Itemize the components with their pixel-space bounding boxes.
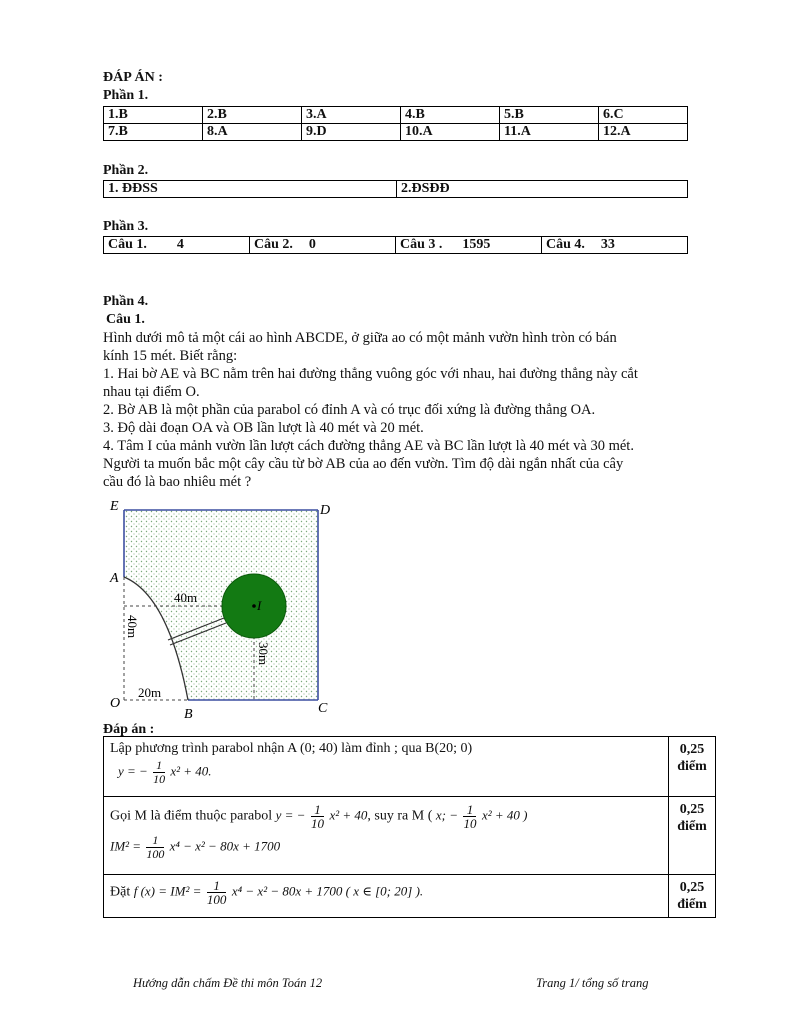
answer-table	[103, 736, 716, 918]
step-text: Lập phương trình parabol nhận A (0; 40) làm đỉnh ; qua B(20; 0)	[110, 741, 473, 756]
fraction	[146, 834, 164, 861]
question-line: 4. Tâm I của mảnh vườn lần lượt cách đường thẳng AE và BC lần lượt là 40 mét và 30 mét.	[103, 438, 634, 454]
cell-label: Câu 4.	[546, 237, 585, 252]
question-line: cầu đó là bao nhiêu mét ?	[103, 474, 252, 490]
part1-table	[103, 106, 688, 141]
cell-label: Câu 2.	[254, 237, 293, 252]
cell-value: 1595	[462, 237, 491, 252]
cell-label: Câu 3 .	[400, 237, 443, 252]
formula-prefix: x; −	[435, 807, 458, 823]
table-cell: 1. ĐĐSS	[104, 181, 397, 198]
fraction-denominator: 10	[153, 772, 166, 786]
table-cell: 10.A	[401, 124, 500, 141]
part3-title: Phần 3.	[103, 219, 149, 234]
formula-prefix: f (x) = IM² =	[133, 883, 202, 899]
label-E: E	[110, 499, 119, 514]
table-cell: 12.A	[599, 124, 688, 141]
part2-table	[103, 180, 688, 198]
points-unit: điểm	[677, 759, 707, 774]
points-cell	[669, 737, 716, 797]
cell-label: Câu 1.	[108, 237, 147, 252]
points-cell	[669, 797, 716, 875]
formula-prefix: y = −	[118, 763, 148, 779]
table-cell: 4.B	[401, 107, 500, 124]
points-value: 0,25	[679, 742, 705, 757]
question-line: Hình dưới mô tả một cái ao hình ABCDE, ở giữa ao có một mảnh vườn hình tròn có bán	[103, 330, 617, 346]
formula-suffix: x² + 40 )	[481, 807, 528, 823]
question-text	[103, 329, 703, 491]
part3-table	[103, 236, 688, 254]
label-D: D	[320, 503, 331, 518]
points-cell	[669, 875, 716, 918]
label-A: A	[110, 571, 119, 586]
table-cell	[104, 237, 250, 254]
table-cell	[542, 237, 688, 254]
table-cell: 11.A	[500, 124, 599, 141]
step-formula	[110, 834, 662, 861]
table-cell: 7.B	[104, 124, 203, 141]
footer-right: Trang 1/ tổng số trang	[536, 976, 649, 990]
points-value: 0,25	[679, 880, 705, 895]
answer-step	[104, 797, 669, 875]
pond-figure	[100, 494, 340, 720]
fraction	[311, 803, 324, 830]
formula-suffix: x⁴ − x² − 80x + 1700	[169, 838, 281, 854]
dim-20m: 20m	[138, 685, 162, 700]
formula-suffix: x⁴ − x² − 80x + 1700 ( x ∈ [0; 20] ).	[231, 883, 424, 899]
table-row	[104, 737, 716, 797]
question-line: Người ta muốn bắc một cây cầu từ bờ AB của ao đến vườn. Tìm độ dài ngắn nhất của cây	[103, 456, 624, 472]
step-formula	[118, 759, 662, 786]
question-line: kính 15 mét. Biết rằng:	[103, 348, 238, 364]
label-C: C	[318, 701, 328, 716]
step-text: Gọi M là điểm thuộc parabol	[110, 808, 273, 824]
table-row	[104, 181, 688, 198]
fraction-numerator: 1	[207, 879, 227, 893]
answer-key-heading: ĐÁP ÁN :	[103, 70, 163, 85]
label-I: I	[257, 598, 262, 613]
formula-prefix: IM² =	[110, 838, 142, 854]
fraction-denominator: 100	[146, 847, 165, 861]
dim-30m: 30m	[256, 642, 271, 666]
dim-40m-vertical: 40m	[125, 615, 140, 639]
fraction-numerator: 1	[463, 803, 476, 817]
question-label: Câu 1.	[106, 312, 145, 327]
table-row	[104, 237, 688, 254]
cell-value: 0	[308, 237, 316, 252]
step-line	[110, 803, 662, 830]
table-cell: 5.B	[500, 107, 599, 124]
table-cell	[396, 237, 542, 254]
question-line: 2. Bờ AB là một phần của parabol có đỉnh A và có trục đối xứng là đường thẳng OA.	[103, 402, 596, 418]
fraction-numerator: 1	[153, 759, 165, 773]
label-B: B	[184, 707, 193, 720]
fraction	[207, 879, 227, 906]
fraction	[463, 803, 476, 830]
answer-step	[104, 737, 669, 797]
fraction-numerator: 1	[311, 803, 324, 817]
answer-title: Đáp án :	[103, 722, 155, 737]
part4-title: Phần 4.	[103, 294, 149, 309]
formula-suffix: x² + 40.	[170, 763, 212, 779]
cell-value: 33	[600, 237, 615, 252]
part2-title: Phần 2.	[103, 163, 149, 178]
table-row	[104, 124, 688, 141]
points-unit: điểm	[677, 819, 707, 834]
fraction-numerator: 1	[146, 834, 164, 848]
points-unit: điểm	[677, 897, 707, 912]
fraction-denominator: 10	[310, 816, 324, 831]
step-text: Đặt	[110, 884, 131, 900]
table-cell: 6.C	[599, 107, 688, 124]
center-I-dot	[252, 604, 256, 608]
table-row	[104, 875, 716, 918]
fraction	[153, 759, 165, 786]
label-O: O	[110, 696, 121, 711]
table-cell: 1.B	[104, 107, 203, 124]
formula-prefix: y = −	[275, 807, 306, 823]
footer-left: Hướng dẫn chấm Đề thi môn Toán 12	[133, 976, 323, 990]
table-cell: 9.D	[302, 124, 401, 141]
answer-step	[104, 875, 669, 918]
step-text: , suy ra M (	[367, 808, 433, 824]
table-cell: 8.A	[203, 124, 302, 141]
dim-40m-horizontal: 40m	[174, 590, 198, 605]
table-row	[104, 107, 688, 124]
table-cell: 2.B	[203, 107, 302, 124]
table-row	[104, 797, 716, 875]
table-cell	[250, 237, 396, 254]
question-line: nhau tại điểm O.	[103, 384, 200, 400]
table-cell: 3.A	[302, 107, 401, 124]
question-line: 1. Hai bờ AE và BC nằm trên hai đường thẳng vuông góc với nhau, hai đường thẳng này cắt	[103, 366, 638, 382]
question-line: 3. Độ dài đoạn OA và OB lần lượt là 40 mét và 20 mét.	[103, 420, 424, 436]
part1-title: Phần 1.	[103, 88, 149, 103]
cell-value: 4	[176, 237, 184, 252]
table-cell: 2.ĐSĐĐ	[397, 181, 688, 198]
formula-suffix: x² + 40	[329, 807, 368, 823]
fraction-denominator: 10	[463, 816, 477, 831]
points-value: 0,25	[679, 802, 705, 817]
fraction-denominator: 100	[206, 892, 227, 907]
pond-area	[124, 510, 318, 700]
